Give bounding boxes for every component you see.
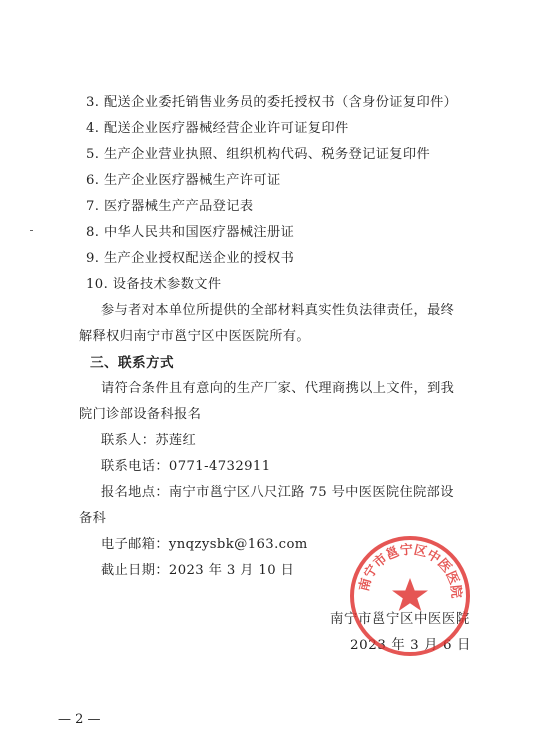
list-item: 9. 生产企业授权配送企业的授权书	[86, 251, 295, 266]
responsibility-line-2: 解释权归南宁市邕宁区中医医院所有。	[79, 329, 310, 344]
margin-mark	[30, 230, 33, 231]
responsibility-line-1: 参与者对本单位所提供的全部材料真实性负法律责任，最终	[101, 303, 455, 318]
contact-intro-line-1: 请符合条件且有意向的生产厂家、代理商携以上文件，到我	[101, 381, 455, 396]
official-seal-stamp	[346, 532, 474, 660]
list-item: 6. 生产企业医疗器械生产许可证	[86, 173, 281, 188]
registration-address-line-2: 备科	[79, 511, 107, 526]
section-heading-contact: 三、联系方式	[90, 355, 174, 371]
list-item: 8. 中华人民共和国医疗器械注册证	[86, 225, 295, 240]
deadline: 截止日期：2023 年 3 月 10 日	[101, 563, 295, 578]
list-item: 10. 设备技术参数文件	[86, 277, 222, 292]
list-item: 3. 配送企业委托销售业务员的委托授权书（含身份证复印件）	[86, 95, 458, 110]
contact-person: 联系人：苏莲红	[101, 433, 197, 448]
registration-address-line-1: 报名地点：南宁市邕宁区八尺江路 75 号中医医院住院部设	[101, 485, 454, 500]
signature-org: 南宁市邕宁区中医医院	[330, 612, 470, 627]
contact-email: 电子邮箱：ynqzysbk@163.com	[101, 537, 308, 552]
signature-date: 2023 年 3 月 6 日	[350, 638, 471, 653]
page-number: — 2 —	[58, 712, 101, 727]
seal-star-icon	[392, 578, 428, 611]
contact-intro-line-2: 院门诊部设备科报名	[79, 407, 202, 422]
list-item: 5. 生产企业营业执照、组织机构代码、税务登记证复印件	[86, 147, 431, 162]
list-item: 4. 配送企业医疗器械经营企业许可证复印件	[86, 121, 349, 136]
seal-text: 南宁市邕宁区中医医院	[357, 542, 464, 599]
contact-phone: 联系电话：0771-4732911	[101, 459, 271, 474]
list-item: 7. 医疗器械生产产品登记表	[86, 199, 254, 214]
